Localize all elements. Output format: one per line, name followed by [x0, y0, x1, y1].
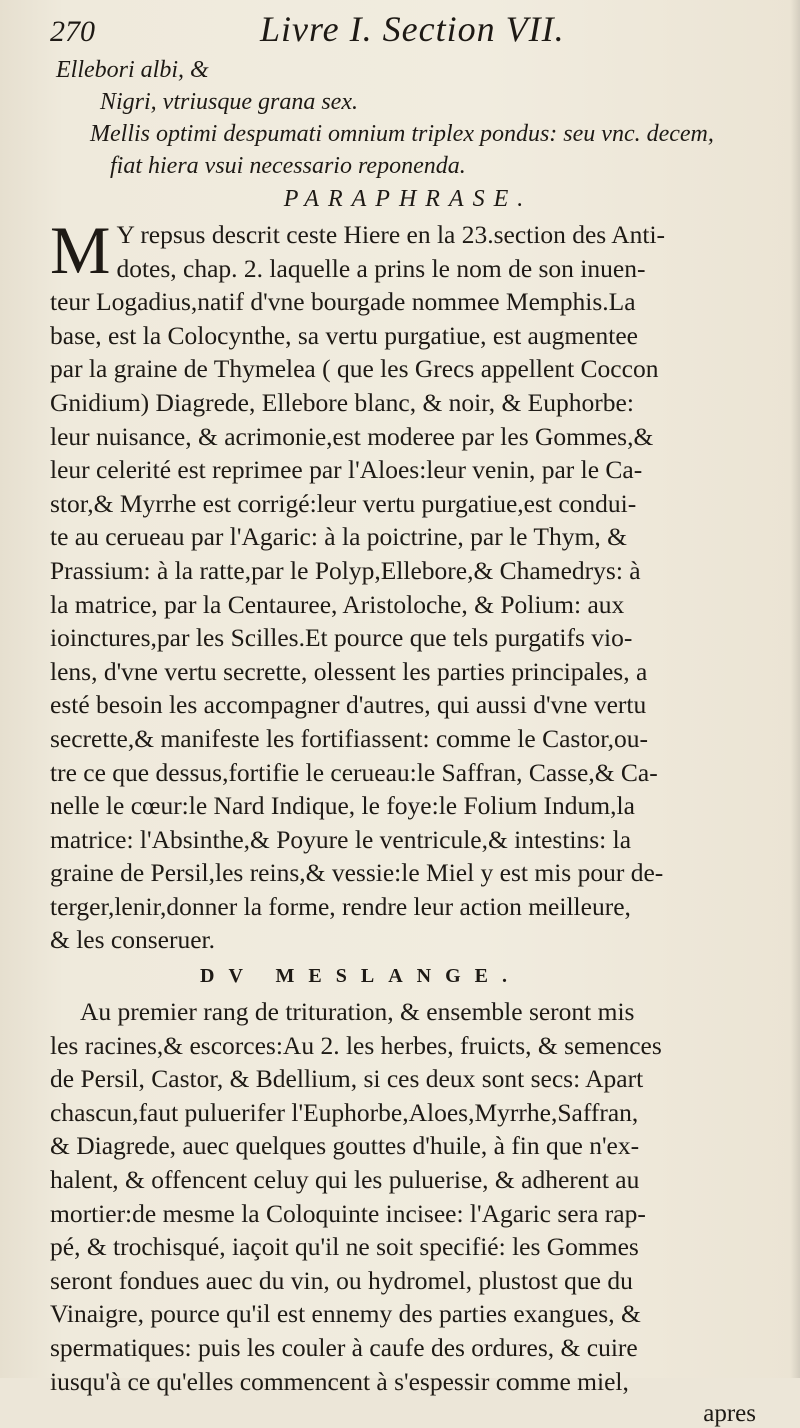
- latin-line: fiat hiera vsui necessario reponenda.: [110, 153, 466, 179]
- page-edge-shadow: [790, 0, 800, 1378]
- running-title: Livre I. Section VII.: [260, 9, 565, 49]
- text-line: matrice: l'Absinthe,& Poyure le ventricule,& intestins: la: [50, 824, 632, 854]
- text-line: Gnidium) Diagrede, Ellebore blanc, & noir, & Euphorbe:: [50, 387, 634, 417]
- meslange-text: [50, 995, 766, 1398]
- text-line: leur celerité est reprimee par l'Aloes:leur venin, par le Ca-: [50, 455, 643, 485]
- text-line: pé, & trochisqué, iaçoit qu'il ne soit specifié: les Gommes: [50, 1232, 639, 1262]
- text-line: Vinaigre, pource qu'il est ennemy des parties exangues, &: [50, 1299, 641, 1329]
- text-line: terger,lenir,donner la forme, rendre leur action meilleure,: [50, 891, 631, 921]
- text-line: stor,& Myrrhe est corrigé:leur vertu purgatiue,est condui-: [50, 488, 637, 518]
- text-line: seront fondues auec du vin, ou hydromel, plustost que du: [50, 1265, 633, 1295]
- text-line: Y repsus descrit ceste Hiere en la 23.section des Anti-: [116, 220, 666, 249]
- text-line: graine de Persil,les reins,& vessie:le Miel y est mis pour de-: [50, 858, 664, 888]
- text-line: esté besoin les accompagner d'autres, qui aussi d'vne vertu: [50, 690, 647, 720]
- text-line: chascun,faut puluerifer l'Euphorbe,Aloes,Myrrhe,Saffran,: [50, 1097, 639, 1127]
- text-line: base, est la Colocynthe, sa vertu purgatiue, est augmentee: [50, 320, 638, 350]
- text-line: & les conseruer.: [50, 925, 215, 955]
- text-line: iusqu'à ce qu'elles commencent à s'espessir comme miel,: [50, 1366, 629, 1396]
- text-line: tre ce que dessus,fortifie le cerueau:le Saffran, Casse,& Ca-: [50, 757, 658, 787]
- latin-line: Nigri, vtriusque grana sex.: [100, 89, 358, 115]
- latin-recipe: [50, 54, 766, 182]
- drop-capital: M: [50, 212, 111, 288]
- text-line: teur Logadius,natif d'vne bourgade nommee Memphis.La: [50, 287, 636, 317]
- text-line: spermatiques: puis les couler à caufe des ordures, & cuire: [50, 1333, 638, 1362]
- page-number: 270: [50, 15, 95, 48]
- text-line: Au premier rang de trituration, & ensemble seront mis: [80, 997, 635, 1027]
- text-line: mortier:de mesme la Coloquinte incisee: l'Agaric sera rap-: [50, 1198, 646, 1228]
- text-line: & Diagrede, auec quelques gouttes d'huile, à fin que n'ex-: [50, 1131, 640, 1161]
- text-line: lens, d'vne vertu secrette, olessent les parties principales, a: [50, 656, 648, 686]
- latin-line: Ellebori albi, &: [56, 57, 209, 83]
- text-line: Prassium: à la ratte,par le Polyp,Ellebore,& Chamedrys: à: [50, 555, 641, 585]
- text-line: secrette,& manifeste les fortifiassent: comme le Castor,ou-: [50, 723, 649, 753]
- catchword: apres: [703, 1400, 756, 1428]
- text-line: par la graine de Thymelea ( que les Grecs appellent Coccon: [50, 354, 659, 384]
- text-line: te au cerueau par l'Agaric: à la poictrine, par le Thym, &: [50, 522, 627, 552]
- paraphrase-text: [50, 212, 766, 957]
- text-line: la matrice, par la Centauree, Aristoloche, & Polium: aux: [50, 589, 625, 619]
- latin-line: Mellis optimi despumati omnium triplex pondus: seu vnc. decem,: [90, 121, 714, 147]
- text-line: ioinctures,par les Scilles.Et pource que tels purgatifs vio-: [50, 623, 633, 653]
- meslange-heading: DV MESLANGE.: [200, 965, 521, 988]
- text-line: leur nuisance, & acrimonie,est moderee par les Gommes,&: [50, 421, 654, 451]
- text-line: dotes, chap. 2. laquelle a prins le nom de son inuen-: [116, 253, 646, 283]
- text-line: de Persil, Castor, & Bdellium, si ces deux sont secs: Apart: [50, 1064, 644, 1094]
- page-header: [50, 8, 766, 54]
- text-line: nelle le cœur:le Nard Indique, le foye:le Folium Indum,la: [50, 791, 635, 821]
- text-line: les racines,& escorces:Au 2. les herbes, fruicts, & semences: [50, 1030, 662, 1060]
- paraphrase-heading: PARAPHRASE.: [283, 186, 533, 212]
- text-line: halent, & offencent celuy qui les puluerise, & adherent au: [50, 1165, 640, 1195]
